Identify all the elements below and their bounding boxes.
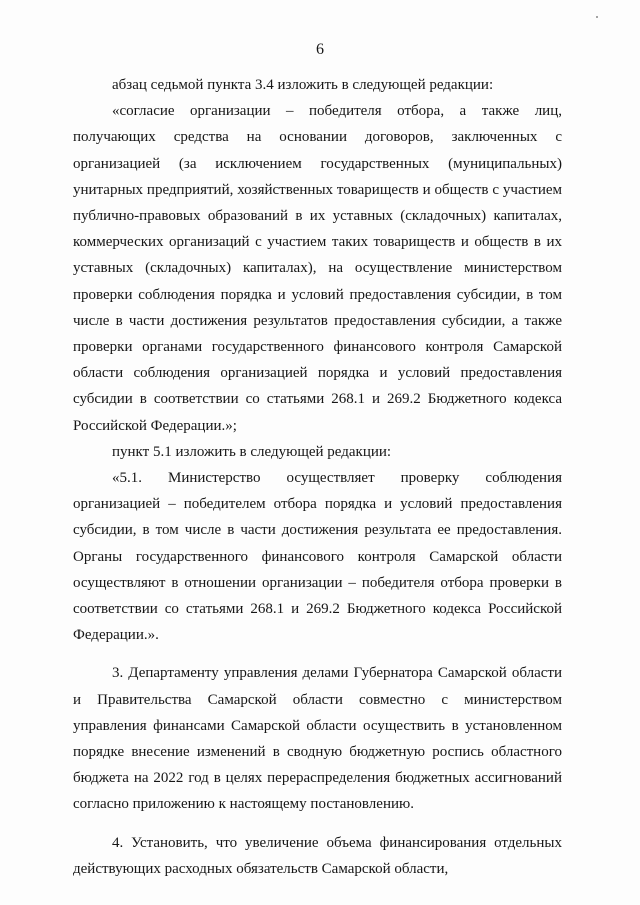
paragraph-consent-clause: «согласие организации – победителя отбора, а также лиц, получающих средства на основании договоров, заключенных с организацией (за исключением государственных (муниципальных) унитарных предприятий, хозяйственных товариществ и обществ с участием публично-правовых образований в их уставных (складочных) капиталах, коммерческих организаций с участием таких товариществ и обществ в их уставных (складочных) капиталах), на осуществление министерством проверки соблюдения порядка и условий предоставления субсидии, в том числе в части достижения результатов предоставления субсидии, а также проверки органами государственного финансового контроля Самарской области соблюдения организацией порядка и условий предоставления субсидии в соответствии со статьями 268.1 и 269.2 Бюджетного кодекса Российской Федерации.»; bbox=[73, 103, 562, 434]
paragraph-item-4: 4. Установить, что увеличение объема финансирования отдельных действующих расходных обязательств Самарской области, bbox=[73, 834, 562, 877]
paragraph-item-3: 3. Департаменту управления делами Губернатора Самарской области и Правительства Самарской области совместно с министерством управления финансами Самарской области осуществить в установленном порядке внесение изменений в сводную бюджетную роспись областного бюджета на 2022 год в целях перераспределения бюджетных ассигнований согласно приложению к настоящему постановлению. bbox=[73, 665, 562, 813]
paragraph-amend-3-4-intro: абзац седьмой пункта 3.4 изложить в следующей редакции: bbox=[112, 77, 494, 93]
paragraph-amend-5-1-intro: пункт 5.1 изложить в следующей редакции: bbox=[112, 443, 392, 460]
document-body bbox=[73, 72, 562, 882]
paragraph-clause-5-1: «5.1. Министерство осуществляет проверку соблюдения организацией – победителем отбора порядка и условий предоставления субсидии, в том числе в части достижения результата ее предоставления. Органы государственного финансового контроля Самарской области осуществляют в отношении организации – победителя отбора проверки в соответствии со статьями 268.1 и 269.2 Бюджетного кодекса Российской Федерации.». bbox=[73, 470, 562, 644]
page-number: 6 bbox=[316, 41, 324, 58]
scan-speck bbox=[596, 16, 598, 18]
